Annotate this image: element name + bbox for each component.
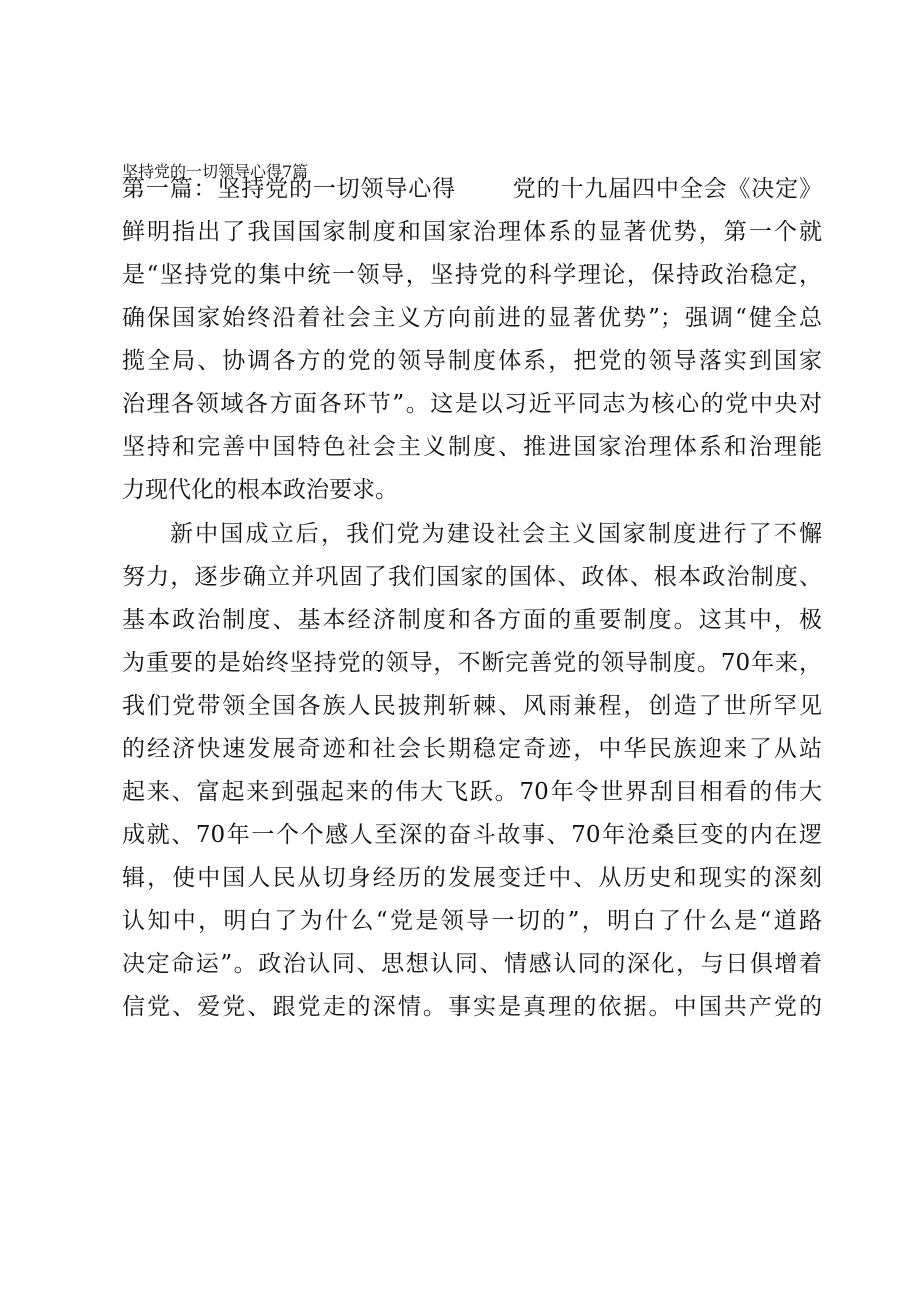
paragraph-line: 起来、富起来到强起来的伟大飞跃。70年令世界刮目相看的伟大 xyxy=(122,779,822,805)
paragraph-line: 努力，逐步确立并巩固了我们国家的国体、政体、根本政治制度、 xyxy=(122,564,822,590)
paragraph-line: 坚持和完善中国特色社会主义制度、推进国家治理体系和治理能 xyxy=(122,434,822,460)
paragraph-line: 认知中，明白了为什么“党是领导一切的”，明白了什么是“道路 xyxy=(122,908,822,934)
section-heading: 第一篇：坚持党的一切领导心得 xyxy=(122,176,456,202)
paragraph-line: 信党、爱党、跟党走的深情。事实是真理的依据。中国共产党的 xyxy=(122,994,822,1020)
paragraph-line: 治理各领域各方面各环节”。这是以习近平同志为核心的党中央对 xyxy=(122,391,822,417)
paragraph-line: 的经济快速发展奇迹和社会长期稳定奇迹，中华民族迎来了从站 xyxy=(122,736,822,762)
paragraph-line: 辑，使中国人民从切身经历的发展变迁中、从历史和现实的深刻 xyxy=(122,865,822,891)
document-title: 坚持党的一切领导心得7篇 xyxy=(122,162,309,181)
paragraph-line: 我们党带领全国各族人民披荆斩棘、风雨兼程，创造了世所罕见 xyxy=(122,693,822,719)
paragraph-text: 党的十九届四中全会《决定》 xyxy=(511,176,823,202)
paragraph-line: 为重要的是始终坚持党的领导，不断完善党的领导制度。70年来， xyxy=(122,650,822,676)
paragraph-line: 成就、70年一个个感人至深的奋斗故事、70年沧桑巨变的内在逻 xyxy=(122,822,822,848)
paragraph-line: 确保国家始终沿着社会主义方向前进的显著优势”；强调“健全总 xyxy=(122,305,822,331)
paragraph-line: 决定命运”。政治认同、思想认同、情感认同的深化，与日俱增着 xyxy=(122,951,822,977)
paragraph-line: 力现代化的根本政治要求。 xyxy=(122,477,398,503)
paragraph-line: 新中国成立后，我们党为建设社会主义国家制度进行了不懈 xyxy=(170,521,822,547)
paragraph-line: 揽全局、协调各方的党的领导制度体系，把党的领导落实到国家 xyxy=(122,348,822,374)
paragraph-line xyxy=(122,174,822,204)
paragraph-line: 是“坚持党的集中统一领导，坚持党的科学理论，保持政治稳定， xyxy=(122,262,822,288)
paragraph-line: 鲜明指出了我国国家制度和国家治理体系的显著优势，第一个就 xyxy=(122,219,822,245)
paragraph-line: 基本政治制度、基本经济制度和各方面的重要制度。这其中，极 xyxy=(122,607,822,633)
